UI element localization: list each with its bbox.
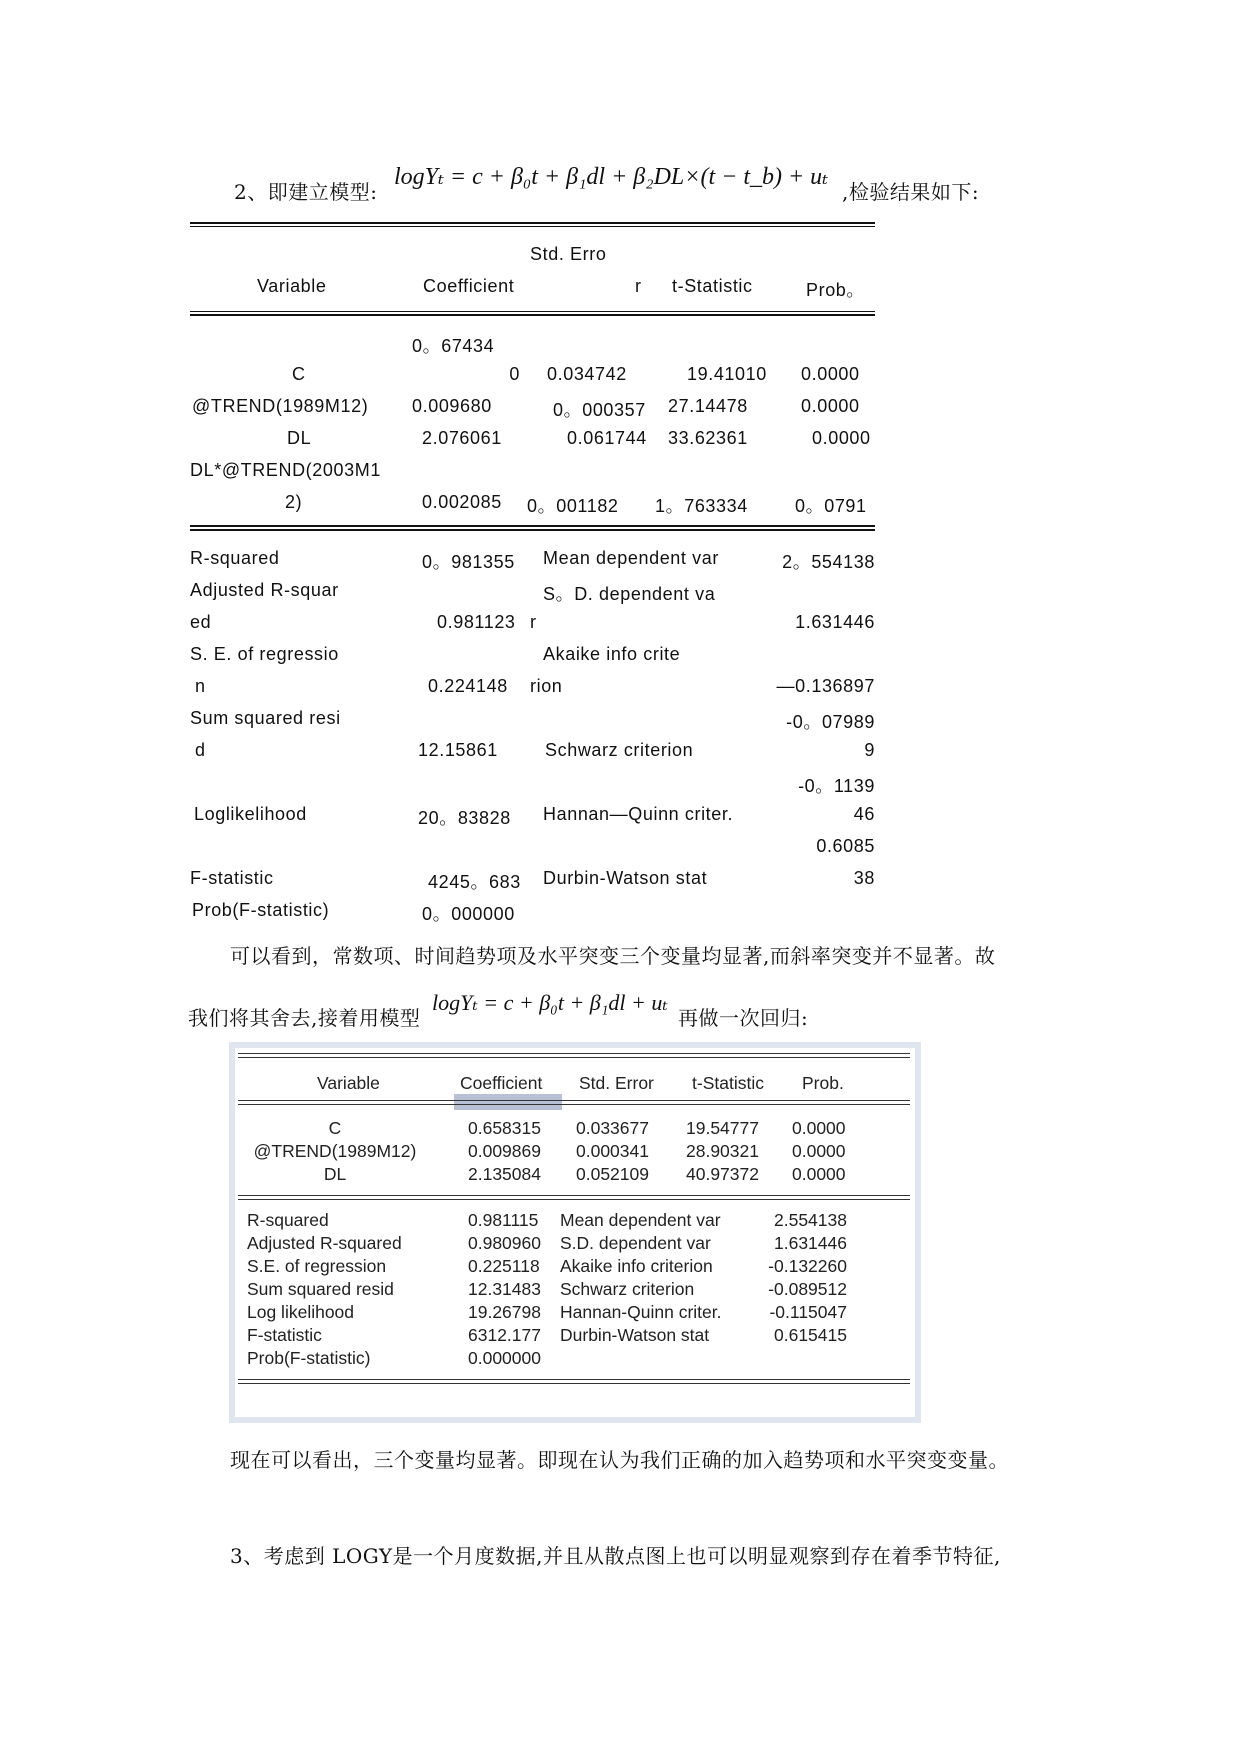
t1-probf: 0。000000 [422,904,515,924]
t1-fstat: 4245。683 [428,872,521,892]
t1-sereg-label-2: n [195,676,206,696]
t1-row-dl-se: 0.061744 [567,428,647,448]
t1-header-tstat: t-Statistic [672,276,753,296]
t2-stat-value: 12.31483 [468,1279,541,1299]
t2-stat-label: R-squared [247,1210,329,1230]
table2-screenshot-frame [229,1042,921,1423]
t1-row-c-coef-2: 0 [509,364,520,384]
t2-stat-label: Adjusted R-squared [247,1233,402,1253]
table1-header-rule-2 [190,314,875,316]
t2-stat-label: Durbin-Watson stat [560,1325,710,1345]
t2-stat-value: -0.132260 [768,1256,847,1276]
t1-row-c-t: 19.41010 [687,364,767,384]
t2-stat-label: Hannan-Quinn criter. [560,1302,722,1322]
t2-row-dl-t: 40.97372 [686,1164,759,1184]
model-formula-1: logYₜ = c + β₀t + β₁dl + β₂DL×(t − t_b) + uₜ [394,164,829,190]
t2-header-tstat: t-Statistic [692,1073,764,1093]
table1-mid-rule [190,525,875,527]
t1-dw-2: 38 [853,868,875,888]
t1-row-dltrend-coef: 0.002085 [422,492,502,512]
t2-stat-label: Prob(F-statistic) [247,1348,371,1368]
t1-dw-label: Durbin-Watson stat [543,868,708,888]
t1-loglik-label: Loglikelihood [194,804,307,824]
model-formula-2: logYₜ = c + β₀t + β₁dl + uₜ [432,990,668,1015]
t1-header-coefficient: Coefficient [423,276,515,296]
t1-row-c-coef-1: 0。67434 [412,336,495,356]
t1-row-trend-coef: 0.009680 [412,396,492,416]
t2-row-trend-se: 0.000341 [576,1141,649,1161]
t2-stat-value: 0.225118 [468,1256,540,1276]
t1-row-dl-p: 0.0000 [812,428,871,448]
t1-ssr-label-1: Sum squared resi [190,708,341,728]
t2-stat-value: 0.615415 [774,1325,847,1345]
t1-adjr2: 0.981123 [437,612,516,632]
section3-text: 3、考虑到 LOGY是一个月度数据,并且从散点图上也可以明显观察到存在着季节特征, [230,1544,1001,1568]
t2-header-variable: Variable [317,1073,380,1093]
t1-row-trend-t: 27.14478 [668,396,748,416]
t1-adjr2-label-2: ed [190,612,212,632]
section2-suffix: ,检验结果如下: [842,180,980,204]
table2-header-rule [238,1100,910,1105]
t1-probf-label: Prob(F-statistic) [192,900,330,920]
t2-row-trend-t: 28.90321 [686,1141,759,1161]
table2-bottom-rule [238,1379,910,1384]
t1-akaike: —0.136897 [776,676,875,696]
t1-ssr-label-2: d [195,740,206,760]
t2-stat-value: 0.000000 [468,1348,541,1368]
table1-top-rule-2 [190,226,875,227]
t2-stat-value: 1.631446 [774,1233,847,1253]
table2-top-rule [238,1053,910,1058]
t2-stat-label: Log likelihood [247,1302,355,1322]
t1-akaike-label-1: Akaike info crite [543,644,681,664]
t2-row-dl-p: 0.0000 [792,1164,846,1184]
t2-stat-label: Akaike info criterion [560,1256,713,1276]
t1-row-dltrend-se: 0。001182 [527,496,619,516]
t1-hq-label: Hannan—Quinn criter. [543,804,734,824]
t2-row-c-name: C [328,1118,342,1138]
t2-row-c-se: 0.033677 [576,1118,649,1138]
t1-header-se-1: Std. Erro [530,244,607,264]
t2-stat-value: 19.26798 [468,1302,541,1322]
t2-stat-value: 6312.177 [468,1325,541,1345]
t2-stat-value: 2.554138 [774,1210,847,1230]
t1-sd: 1.631446 [795,612,875,632]
t2-row-c-t: 19.54777 [686,1118,759,1138]
t2-row-dl-se: 0.052109 [576,1164,649,1184]
t2-header-prob: Prob. [802,1073,844,1093]
t1-hq-2: 46 [853,804,875,824]
t2-stat-label: Sum squared resid [247,1279,394,1299]
t2-header-stderr: Std. Error [579,1073,654,1093]
table2-mid-rule [238,1195,910,1200]
t1-r2-label: R-squared [190,548,280,568]
para-after-table1-line2-suffix: 再做一次回归: [678,1006,809,1030]
t1-row-c-name: C [292,364,306,384]
t1-akaike-label-2: rion [530,676,563,696]
t2-row-c-p: 0.0000 [792,1118,846,1138]
t2-row-trend-coef: 0.009869 [468,1141,541,1161]
para-after-table1-line2-prefix: 我们将其舍去,接着用模型 [188,1006,421,1030]
t1-r2: 0。981355 [422,552,515,572]
t1-schwarz-1: -0。07989 [786,712,875,732]
t2-row-trend-name: @TREND(1989M12) [253,1141,417,1161]
t1-row-trend-se: 0。000357 [553,400,646,420]
t1-hq-1: -0。1139 [798,776,875,796]
t1-schwarz-2: 9 [864,740,875,760]
table1-top-rule [190,222,875,224]
table1-header-rule [190,311,875,312]
t1-row-c-se: 0.034742 [547,364,627,384]
t1-fstat-label: F-statistic [190,868,274,888]
t2-header-coefficient: Coefficient [460,1073,543,1093]
t1-row-dl-coef: 2.076061 [422,428,502,448]
t2-row-dl-name: DL [323,1164,347,1184]
t1-header-se-2: r [635,276,642,296]
t2-stat-label: F-statistic [247,1325,322,1345]
t1-sereg: 0.224148 [428,676,508,696]
t1-row-dltrend-name-1: DL*@TREND(2003M1 [190,460,381,480]
t2-stat-value: -0.115047 [769,1302,847,1322]
para-after-table2: 现在可以看出，三个变量均显著。即现在认为我们正确的加入趋势项和水平突变变量。 [230,1448,1009,1472]
t1-header-prob: Prob。 [806,280,866,300]
t1-row-dl-t: 33.62361 [668,428,748,448]
t1-row-dl-name: DL [287,428,312,448]
t2-stat-label: Schwarz criterion [560,1279,695,1299]
t1-adjr2-label-1: Adjusted R-squar [190,580,339,600]
t1-row-dltrend-name-2: 2) [285,492,303,512]
para-after-table1-line1: 可以看到，常数项、时间趋势项及水平突变三个变量均显著,而斜率突变并不显著。故 [230,944,996,968]
t2-stat-label: S.D. dependent var [560,1233,711,1253]
t1-row-trend-p: 0.0000 [801,396,860,416]
t1-sereg-label-1: S. E. of regressio [190,644,339,664]
t2-row-trend-p: 0.0000 [792,1141,846,1161]
t1-schwarz-label: Schwarz criterion [545,740,694,760]
t1-row-dltrend-t: 1。763334 [655,496,748,516]
t2-stat-value: -0.089512 [768,1279,847,1299]
t1-ssr: 12.15861 [418,740,498,760]
t1-sd-label-2: r [530,612,537,632]
t2-stat-value: 0.980960 [468,1233,541,1253]
t1-sd-label-1: S。D. dependent va [543,584,716,604]
t1-dw-1: 0.6085 [816,836,875,856]
t2-stat-label: S.E. of regression [247,1256,387,1276]
table1-mid-rule-2 [190,529,875,531]
t1-loglik: 20。83828 [418,808,511,828]
t1-mean-label: Mean dependent var [543,548,719,568]
t1-mean: 2。554138 [782,552,875,572]
t2-row-c-coef: 0.658315 [468,1118,541,1138]
t1-row-c-p: 0.0000 [801,364,860,384]
t2-stat-label: Mean dependent var [560,1210,721,1230]
t1-row-dltrend-p: 0。0791 [795,496,867,516]
t2-stat-value: 0.981115 [468,1210,539,1230]
t1-header-variable: Variable [257,276,327,296]
t2-row-dl-coef: 2.135084 [468,1164,541,1184]
section2-prefix: 2、即建立模型: [234,180,378,204]
t1-row-trend-name: @TREND(1989M12) [192,396,369,416]
